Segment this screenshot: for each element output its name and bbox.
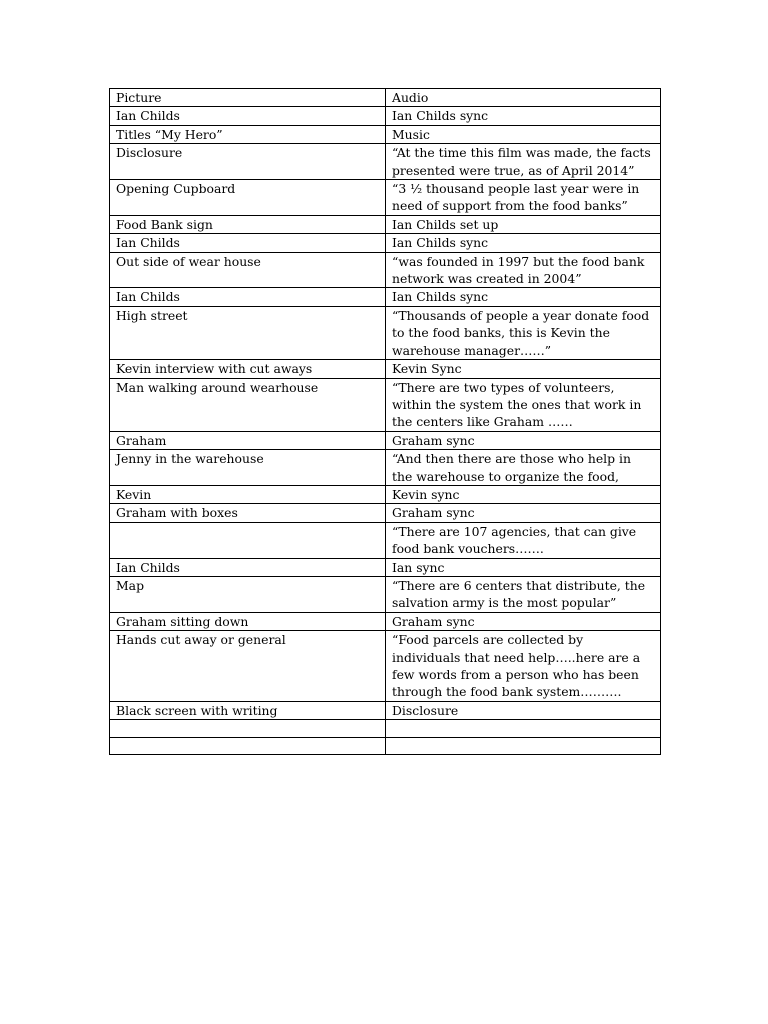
audio-cell: Kevin Sync [386,360,661,378]
picture-cell [110,522,386,558]
picture-cell [110,737,386,754]
audio-cell: Graham sync [386,504,661,522]
audio-cell: Ian Childs sync [386,288,661,306]
picture-cell: Ian Childs [110,107,386,125]
picture-cell: Black screen with writing [110,701,386,719]
picture-cell: High street [110,306,386,359]
table-row [110,431,661,449]
table-row [110,107,661,125]
table-header-row [110,89,661,107]
audio-cell: Music [386,125,661,143]
table-row [110,522,661,558]
table-row [110,234,661,252]
audio-cell: Kevin sync [386,485,661,503]
audio-cell [386,737,661,754]
picture-cell: Graham [110,431,386,449]
table-row [110,125,661,143]
picture-cell: Jenny in the warehouse [110,450,386,486]
table-row [110,485,661,503]
audio-cell: Graham sync [386,431,661,449]
table-row [110,631,661,702]
table-row [110,576,661,612]
audio-cell: “There are two types of volunteers, within the system the ones that work in the centers like Graham …… [386,378,661,431]
audio-cell: “Thousands of people a year donate food to the food banks, this is Kevin the warehouse manager……” [386,306,661,359]
picture-cell: Ian Childs [110,558,386,576]
audio-cell: “And then there are those who help in the warehouse to organize the food, [386,450,661,486]
table-row [110,558,661,576]
picture-cell: Food Bank sign [110,215,386,233]
table-row [110,144,661,180]
table-row [110,737,661,754]
picture-cell: Ian Childs [110,234,386,252]
audio-cell: “At the time this film was made, the facts presented were true, as of April 2014” [386,144,661,180]
table-row [110,288,661,306]
header-audio: Audio [386,89,661,107]
table-row [110,215,661,233]
table-row [110,720,661,737]
audio-cell: Ian Childs sync [386,234,661,252]
table-row [110,378,661,431]
picture-cell: Map [110,576,386,612]
picture-cell: Hands cut away or general [110,631,386,702]
audio-cell [386,720,661,737]
picture-cell: Kevin [110,485,386,503]
picture-cell: Disclosure [110,144,386,180]
picture-cell: Man walking around wearhouse [110,378,386,431]
table-body [110,107,661,755]
picture-cell: Opening Cupboard [110,180,386,216]
picture-cell [110,720,386,737]
audio-cell: Ian Childs set up [386,215,661,233]
table-row [110,701,661,719]
audio-cell: “There are 6 centers that distribute, the salvation army is the most popular” [386,576,661,612]
table-row [110,612,661,630]
audio-cell: Ian Childs sync [386,107,661,125]
picture-cell: Graham sitting down [110,612,386,630]
audio-cell: “was founded in 1997 but the food bank network was created in 2004” [386,252,661,288]
audio-cell: “Food parcels are collected by individuals that need help…..here are a few words from a person who has been through the food bank system………. [386,631,661,702]
audio-cell: Graham sync [386,612,661,630]
table-row [110,180,661,216]
audio-cell: “There are 107 agencies, that can give food bank vouchers……. [386,522,661,558]
table-row [110,360,661,378]
script-table [109,88,661,755]
picture-cell: Titles “My Hero” [110,125,386,143]
table-row [110,306,661,359]
picture-cell: Graham with boxes [110,504,386,522]
picture-cell: Kevin interview with cut aways [110,360,386,378]
table-row [110,252,661,288]
picture-cell: Out side of wear house [110,252,386,288]
header-picture: Picture [110,89,386,107]
audio-cell: Disclosure [386,701,661,719]
table-row [110,504,661,522]
audio-cell: “3 ½ thousand people last year were in need of support from the food banks” [386,180,661,216]
table-row [110,450,661,486]
audio-cell: Ian sync [386,558,661,576]
picture-cell: Ian Childs [110,288,386,306]
